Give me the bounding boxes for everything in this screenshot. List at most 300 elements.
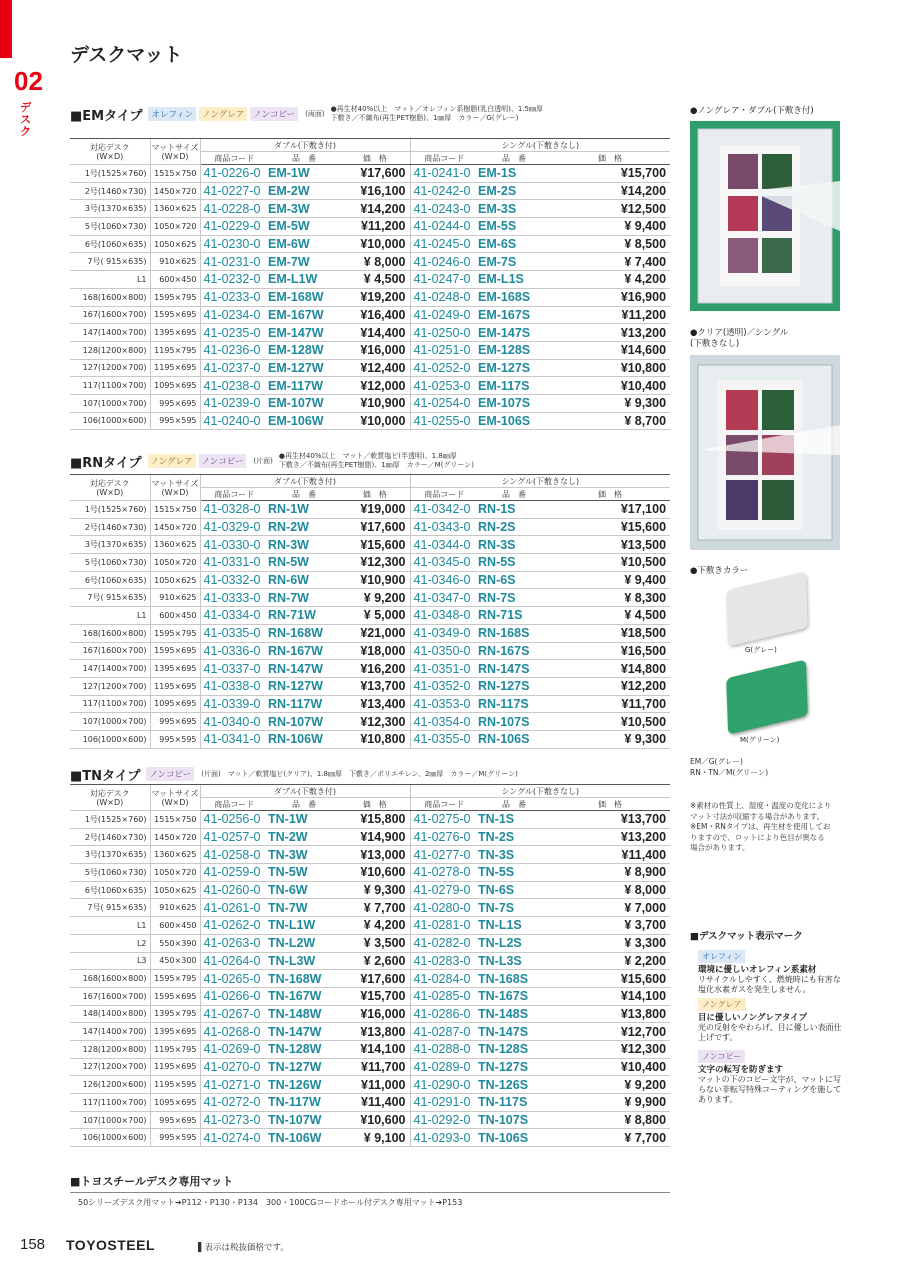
single-part-number: TN-148S xyxy=(478,1005,550,1023)
single-part-number: EM-106S xyxy=(478,412,550,430)
mat-size: 910×625 xyxy=(150,589,200,607)
double-part-number: RN-167W xyxy=(268,642,340,660)
single-part-number: RN-2S xyxy=(478,518,550,536)
single-price: ¥11,200 xyxy=(550,306,670,324)
double-part-number: EM-6W xyxy=(268,235,340,253)
single-part-number: TN-1S xyxy=(478,811,550,829)
double-part-number: RN-168W xyxy=(268,624,340,642)
mat-size: 1195×695 xyxy=(150,677,200,695)
page-reference: 50シリーズデスク用マット➔P112・P130・P134 300・100CGコードホール付デスク専用マット➔P153 xyxy=(78,1198,463,1207)
double-part-number: TN-168W xyxy=(268,970,340,988)
single-part-number: TN-126S xyxy=(478,1076,550,1094)
double-part-number: EM-127W xyxy=(268,359,340,377)
col-single-header: シングル(下敷きなし) xyxy=(410,475,670,488)
brand-logo: TOYOSTEEL xyxy=(66,1237,156,1253)
table-row xyxy=(70,554,670,572)
col-price-header: 価 格 xyxy=(340,798,410,811)
desk-size: 7号( 915×635) xyxy=(70,589,150,607)
double-product-code: 41-0267-0 xyxy=(200,1005,268,1023)
double-part-number: EM-107W xyxy=(268,394,340,412)
table-row xyxy=(70,412,670,430)
single-product-code: 41-0242-0 xyxy=(410,182,478,200)
single-price: ¥ 8,900 xyxy=(550,864,670,882)
double-price: ¥ 4,200 xyxy=(340,917,410,935)
double-product-code: 41-0240-0 xyxy=(200,412,268,430)
mat-size: 1195×695 xyxy=(150,1058,200,1076)
desk-size: 167(1600×700) xyxy=(70,306,150,324)
double-part-number: EM-128W xyxy=(268,341,340,359)
double-part-number: RN-1W xyxy=(268,501,340,519)
single-part-number: TN-147S xyxy=(478,1023,550,1041)
desk-size: 117(1100×700) xyxy=(70,1094,150,1112)
double-price: ¥12,300 xyxy=(340,554,410,572)
single-product-code: 41-0243-0 xyxy=(410,200,478,218)
double-price: ¥11,400 xyxy=(340,1094,410,1112)
single-product-code: 41-0293-0 xyxy=(410,1129,478,1147)
mat-size: 910×625 xyxy=(150,253,200,271)
single-part-number: EM-2S xyxy=(478,182,550,200)
table-row xyxy=(70,934,670,952)
single-part-number: RN-6S xyxy=(478,571,550,589)
col-code-header: 商品コード xyxy=(410,798,478,811)
double-part-number: TN-126W xyxy=(268,1076,340,1094)
single-product-code: 41-0346-0 xyxy=(410,571,478,589)
col-mat-size-header: マットサイズ (W×D) xyxy=(150,139,200,165)
single-part-number: TN-127S xyxy=(478,1058,550,1076)
table-row xyxy=(70,1129,670,1147)
rn-aside: (片面) xyxy=(253,457,273,465)
desk-size: 107(1000×700) xyxy=(70,394,150,412)
double-price: ¥17,600 xyxy=(340,518,410,536)
mat-size: 1360×625 xyxy=(150,846,200,864)
double-part-number: EM-106W xyxy=(268,412,340,430)
single-product-code: 41-0355-0 xyxy=(410,730,478,748)
double-price: ¥ 9,300 xyxy=(340,881,410,899)
desk-size: 3号(1370×635) xyxy=(70,536,150,554)
double-product-code: 41-0235-0 xyxy=(200,324,268,342)
single-product-code: 41-0345-0 xyxy=(410,554,478,572)
desk-size: 106(1000×600) xyxy=(70,1129,150,1147)
mat-size: 1195×795 xyxy=(150,341,200,359)
single-product-code: 41-0245-0 xyxy=(410,235,478,253)
single-price: ¥ 8,500 xyxy=(550,235,670,253)
double-part-number: TN-107W xyxy=(268,1111,340,1129)
desk-size: 127(1200×700) xyxy=(70,1058,150,1076)
table-row xyxy=(70,987,670,1005)
em-aside: (両面) xyxy=(305,110,325,118)
desk-size: 1号(1525×760) xyxy=(70,165,150,183)
rn-spec: ●再生材40%以上 マット／軟質塩ビ(半透明)、1.8㎜厚 下敷き／不織布(再生PET樹脂)、1㎜厚 カラー／M(グリーン) xyxy=(278,451,475,469)
col-double-header: ダブル(下敷き付) xyxy=(200,785,410,798)
mat-size: 1515×750 xyxy=(150,811,200,829)
table-row xyxy=(70,200,670,218)
single-part-number: RN-1S xyxy=(478,501,550,519)
single-price: ¥14,100 xyxy=(550,987,670,1005)
tn-price-table xyxy=(70,784,670,1147)
double-product-code: 41-0272-0 xyxy=(200,1094,268,1112)
double-price: ¥ 2,600 xyxy=(340,952,410,970)
mat-size: 910×625 xyxy=(150,899,200,917)
tag-nonglare: ノングレア xyxy=(148,454,196,468)
mark-nonglare-desc: 目に優しいノングレアタイプ 光の反射をやわらげ、目に優しい表面仕 上げです。 xyxy=(698,1013,842,1042)
table-row xyxy=(70,952,670,970)
double-price: ¥21,000 xyxy=(340,624,410,642)
single-part-number: RN-117S xyxy=(478,695,550,713)
gray-underlay-swatch xyxy=(726,571,808,646)
double-product-code: 41-0334-0 xyxy=(200,607,268,625)
single-part-number: RN-7S xyxy=(478,589,550,607)
single-product-code: 41-0277-0 xyxy=(410,846,478,864)
single-price: ¥10,500 xyxy=(550,554,670,572)
double-part-number: EM-167W xyxy=(268,306,340,324)
double-price: ¥19,000 xyxy=(340,501,410,519)
single-price: ¥ 7,000 xyxy=(550,899,670,917)
single-part-number: TN-L3S xyxy=(478,952,550,970)
double-part-number: TN-L2W xyxy=(268,934,340,952)
single-part-number: TN-3S xyxy=(478,846,550,864)
mat-size: 1595×695 xyxy=(150,642,200,660)
double-price: ¥16,000 xyxy=(340,341,410,359)
single-product-code: 41-0250-0 xyxy=(410,324,478,342)
double-product-code: 41-0260-0 xyxy=(200,881,268,899)
single-part-number: TN-167S xyxy=(478,987,550,1005)
double-price: ¥11,200 xyxy=(340,218,410,236)
single-product-code: 41-0287-0 xyxy=(410,1023,478,1041)
mat-size: 1050×625 xyxy=(150,571,200,589)
mat-size: 1595×795 xyxy=(150,624,200,642)
single-price: ¥10,400 xyxy=(550,1058,670,1076)
mat-size: 1195×595 xyxy=(150,1076,200,1094)
single-price: ¥16,900 xyxy=(550,288,670,306)
desk-size: 5号(1060×730) xyxy=(70,864,150,882)
table-row xyxy=(70,695,670,713)
double-part-number: RN-117W xyxy=(268,695,340,713)
em-section-header xyxy=(70,106,543,122)
double-part-number: EM-117W xyxy=(268,377,340,395)
double-product-code: 41-0333-0 xyxy=(200,589,268,607)
desk-size: 2号(1460×730) xyxy=(70,182,150,200)
desk-size: 3号(1370×635) xyxy=(70,200,150,218)
double-price: ¥ 9,200 xyxy=(340,589,410,607)
desk-size: L1 xyxy=(70,607,150,625)
mat-size: 1050×720 xyxy=(150,554,200,572)
double-part-number: EM-147W xyxy=(268,324,340,342)
double-price: ¥14,100 xyxy=(340,1040,410,1058)
double-price: ¥13,700 xyxy=(340,677,410,695)
single-price: ¥10,800 xyxy=(550,359,670,377)
double-part-number: TN-2W xyxy=(268,828,340,846)
double-part-number: RN-106W xyxy=(268,730,340,748)
single-part-number: EM-117S xyxy=(478,377,550,395)
table-row xyxy=(70,828,670,846)
double-price: ¥14,200 xyxy=(340,200,410,218)
single-price: ¥ 9,400 xyxy=(550,571,670,589)
double-price: ¥16,400 xyxy=(340,306,410,324)
desk-size: 7号( 915×635) xyxy=(70,253,150,271)
mat-size: 995×695 xyxy=(150,713,200,731)
mat-size: 1395×795 xyxy=(150,1005,200,1023)
single-price: ¥ 8,300 xyxy=(550,589,670,607)
col-pno-header: 品 番 xyxy=(268,798,340,811)
mat-size: 1395×695 xyxy=(150,1023,200,1041)
col-pno-header: 品 番 xyxy=(268,152,340,165)
single-part-number: RN-106S xyxy=(478,730,550,748)
single-price: ¥16,500 xyxy=(550,642,670,660)
desk-size: 168(1600×800) xyxy=(70,970,150,988)
double-price: ¥18,000 xyxy=(340,642,410,660)
double-price: ¥15,700 xyxy=(340,987,410,1005)
double-product-code: 41-0262-0 xyxy=(200,917,268,935)
single-part-number: RN-147S xyxy=(478,660,550,678)
double-part-number: TN-1W xyxy=(268,811,340,829)
single-product-code: 41-0249-0 xyxy=(410,306,478,324)
single-part-number: EM-127S xyxy=(478,359,550,377)
single-price: ¥15,700 xyxy=(550,165,670,183)
single-price: ¥12,200 xyxy=(550,677,670,695)
desk-size: 107(1000×700) xyxy=(70,1111,150,1129)
table-row xyxy=(70,518,670,536)
photo2-caption: ●クリア(透明)／シングル (下敷きなし) xyxy=(690,328,789,349)
desk-size: L1 xyxy=(70,917,150,935)
em-price-table xyxy=(70,138,670,430)
double-product-code: 41-0232-0 xyxy=(200,271,268,289)
desk-size: 106(1000×600) xyxy=(70,412,150,430)
single-product-code: 41-0280-0 xyxy=(410,899,478,917)
double-price: ¥ 9,100 xyxy=(340,1129,410,1147)
double-price: ¥17,600 xyxy=(340,970,410,988)
single-product-code: 41-0248-0 xyxy=(410,288,478,306)
single-part-number: TN-7S xyxy=(478,899,550,917)
single-price: ¥13,700 xyxy=(550,811,670,829)
single-part-number: TN-L1S xyxy=(478,917,550,935)
double-part-number: EM-5W xyxy=(268,218,340,236)
double-part-number: EM-168W xyxy=(268,288,340,306)
tag-olefin: オレフィン xyxy=(148,107,196,121)
single-product-code: 41-0275-0 xyxy=(410,811,478,829)
double-price: ¥16,000 xyxy=(340,1005,410,1023)
desk-size: 148(1400×800) xyxy=(70,1005,150,1023)
single-part-number: RN-107S xyxy=(478,713,550,731)
double-price: ¥11,000 xyxy=(340,1076,410,1094)
single-part-number: RN-3S xyxy=(478,536,550,554)
double-product-code: 41-0236-0 xyxy=(200,341,268,359)
mat-size: 995×595 xyxy=(150,730,200,748)
double-part-number: TN-6W xyxy=(268,881,340,899)
double-part-number: RN-127W xyxy=(268,677,340,695)
double-product-code: 41-0271-0 xyxy=(200,1076,268,1094)
mark-olefin: オレフィン xyxy=(698,950,745,963)
mat-size: 1450×720 xyxy=(150,828,200,846)
table-row xyxy=(70,677,670,695)
photo1-caption: ●ノングレア・ダブル(下敷き付) xyxy=(690,106,814,116)
mat-size: 1050×625 xyxy=(150,235,200,253)
table-row xyxy=(70,501,670,519)
double-price: ¥ 5,000 xyxy=(340,607,410,625)
table-row xyxy=(70,182,670,200)
table-row xyxy=(70,218,670,236)
double-part-number: RN-107W xyxy=(268,713,340,731)
mark-nonglare: ノングレア xyxy=(698,998,746,1011)
desk-size: 1号(1525×760) xyxy=(70,811,150,829)
em-type-name: ■EMタイプ xyxy=(70,108,143,124)
chapter-name: デスク xyxy=(20,101,31,138)
table-row xyxy=(70,235,670,253)
tn-type-name: ■TNタイプ xyxy=(70,768,141,784)
table-row xyxy=(70,1076,670,1094)
desk-size: 128(1200×800) xyxy=(70,341,150,359)
single-product-code: 41-0288-0 xyxy=(410,1040,478,1058)
single-price: ¥10,400 xyxy=(550,377,670,395)
desk-size: 147(1400×700) xyxy=(70,324,150,342)
double-product-code: 41-0261-0 xyxy=(200,899,268,917)
double-product-code: 41-0265-0 xyxy=(200,970,268,988)
single-product-code: 41-0279-0 xyxy=(410,881,478,899)
double-product-code: 41-0338-0 xyxy=(200,677,268,695)
mat-size: 600×450 xyxy=(150,607,200,625)
double-part-number: TN-L3W xyxy=(268,952,340,970)
double-price: ¥13,000 xyxy=(340,846,410,864)
desk-size: 147(1400×700) xyxy=(70,1023,150,1041)
double-product-code: 41-0341-0 xyxy=(200,730,268,748)
desk-size: 7号( 915×635) xyxy=(70,899,150,917)
tag-noncopy: ノンコピー xyxy=(250,107,298,121)
double-price: ¥12,400 xyxy=(340,359,410,377)
table-row xyxy=(70,359,670,377)
double-product-code: 41-0328-0 xyxy=(200,501,268,519)
table-row xyxy=(70,970,670,988)
single-product-code: 41-0255-0 xyxy=(410,412,478,430)
col-code-header: 商品コード xyxy=(410,152,478,165)
page-title: デスクマット xyxy=(70,44,183,66)
single-part-number: EM-1S xyxy=(478,165,550,183)
double-product-code: 41-0273-0 xyxy=(200,1111,268,1129)
single-product-code: 41-0289-0 xyxy=(410,1058,478,1076)
double-part-number: TN-128W xyxy=(268,1040,340,1058)
col-code-header: 商品コード xyxy=(410,488,478,501)
double-price: ¥11,700 xyxy=(340,1058,410,1076)
double-price: ¥10,000 xyxy=(340,235,410,253)
single-price: ¥ 7,700 xyxy=(550,1129,670,1147)
dedicated-mat-heading: ■トヨスチールデスク専用マット xyxy=(70,1175,234,1188)
mat-size: 600×450 xyxy=(150,917,200,935)
table-row xyxy=(70,660,670,678)
single-price: ¥13,200 xyxy=(550,324,670,342)
single-price: ¥ 8,000 xyxy=(550,881,670,899)
mat-size: 1050×720 xyxy=(150,218,200,236)
double-price: ¥12,000 xyxy=(340,377,410,395)
single-product-code: 41-0352-0 xyxy=(410,677,478,695)
table-row xyxy=(70,1040,670,1058)
mat-size: 995×695 xyxy=(150,1111,200,1129)
mark-noncopy: ノンコピー xyxy=(698,1050,745,1063)
col-price-header: 価 格 xyxy=(340,488,410,501)
col-price-header: 価 格 xyxy=(550,152,670,165)
single-price: ¥ 7,400 xyxy=(550,253,670,271)
table-row xyxy=(70,394,670,412)
col-pno-header: 品 番 xyxy=(268,488,340,501)
single-price: ¥ 9,400 xyxy=(550,218,670,236)
desk-size: L1 xyxy=(70,271,150,289)
chapter-number: 02 xyxy=(14,66,43,96)
gray-label: G(グレー) xyxy=(745,646,777,654)
rn-price-table xyxy=(70,474,670,749)
desk-size: 167(1600×700) xyxy=(70,642,150,660)
double-product-code: 41-0237-0 xyxy=(200,359,268,377)
double-part-number: TN-167W xyxy=(268,987,340,1005)
table-row xyxy=(70,846,670,864)
single-part-number: RN-167S xyxy=(478,642,550,660)
double-product-code: 41-0335-0 xyxy=(200,624,268,642)
tax-note: ▌表示は税抜価格です。 xyxy=(198,1243,289,1253)
double-part-number: RN-2W xyxy=(268,518,340,536)
double-product-code: 41-0239-0 xyxy=(200,394,268,412)
single-price: ¥ 4,500 xyxy=(550,607,670,625)
single-product-code: 41-0276-0 xyxy=(410,828,478,846)
photo-clear-single xyxy=(690,355,840,550)
single-price: ¥11,700 xyxy=(550,695,670,713)
double-part-number: EM-2W xyxy=(268,182,340,200)
mat-size: 1595×795 xyxy=(150,970,200,988)
double-price: ¥13,800 xyxy=(340,1023,410,1041)
mat-size: 1050×625 xyxy=(150,881,200,899)
double-product-code: 41-0234-0 xyxy=(200,306,268,324)
table-row xyxy=(70,1005,670,1023)
single-price: ¥13,800 xyxy=(550,1005,670,1023)
single-product-code: 41-0284-0 xyxy=(410,970,478,988)
single-price: ¥14,200 xyxy=(550,182,670,200)
single-price: ¥12,700 xyxy=(550,1023,670,1041)
mat-size: 1360×625 xyxy=(150,536,200,554)
mat-size: 1095×695 xyxy=(150,377,200,395)
col-desk-header: 対応デスク (W×D) xyxy=(70,475,150,501)
double-part-number: TN-117W xyxy=(268,1094,340,1112)
single-price: ¥ 4,200 xyxy=(550,271,670,289)
single-price: ¥ 9,300 xyxy=(550,730,670,748)
table-row xyxy=(70,811,670,829)
double-product-code: 41-0263-0 xyxy=(200,934,268,952)
double-product-code: 41-0256-0 xyxy=(200,811,268,829)
single-product-code: 41-0251-0 xyxy=(410,341,478,359)
photo-nonglare-double xyxy=(690,121,840,311)
mat-size: 1450×720 xyxy=(150,182,200,200)
single-price: ¥17,100 xyxy=(550,501,670,519)
col-double-header: ダブル(下敷き付) xyxy=(200,475,410,488)
single-part-number: EM-6S xyxy=(478,235,550,253)
table-row xyxy=(70,571,670,589)
table-row xyxy=(70,306,670,324)
double-product-code: 41-0233-0 xyxy=(200,288,268,306)
table-row xyxy=(70,607,670,625)
single-product-code: 41-0350-0 xyxy=(410,642,478,660)
double-product-code: 41-0227-0 xyxy=(200,182,268,200)
single-product-code: 41-0254-0 xyxy=(410,394,478,412)
desk-size: 126(1200×600) xyxy=(70,1076,150,1094)
col-double-header: ダブル(下敷き付) xyxy=(200,139,410,152)
double-part-number: RN-71W xyxy=(268,607,340,625)
double-part-number: TN-5W xyxy=(268,864,340,882)
double-price: ¥10,900 xyxy=(340,394,410,412)
mat-size: 1395×695 xyxy=(150,660,200,678)
single-product-code: 41-0291-0 xyxy=(410,1094,478,1112)
table-row xyxy=(70,589,670,607)
single-product-code: 41-0278-0 xyxy=(410,864,478,882)
table-row xyxy=(70,288,670,306)
col-mat-size-header: マットサイズ (W×D) xyxy=(150,475,200,501)
mark-noncopy-desc: 文字の転写を防ぎます マットの下のコピー文字が、マットに写 らない非転写特殊コーティングを施して あります。 xyxy=(698,1065,842,1104)
col-pno-header: 品 番 xyxy=(478,488,550,501)
double-price: ¥12,300 xyxy=(340,713,410,731)
double-product-code: 41-0337-0 xyxy=(200,660,268,678)
